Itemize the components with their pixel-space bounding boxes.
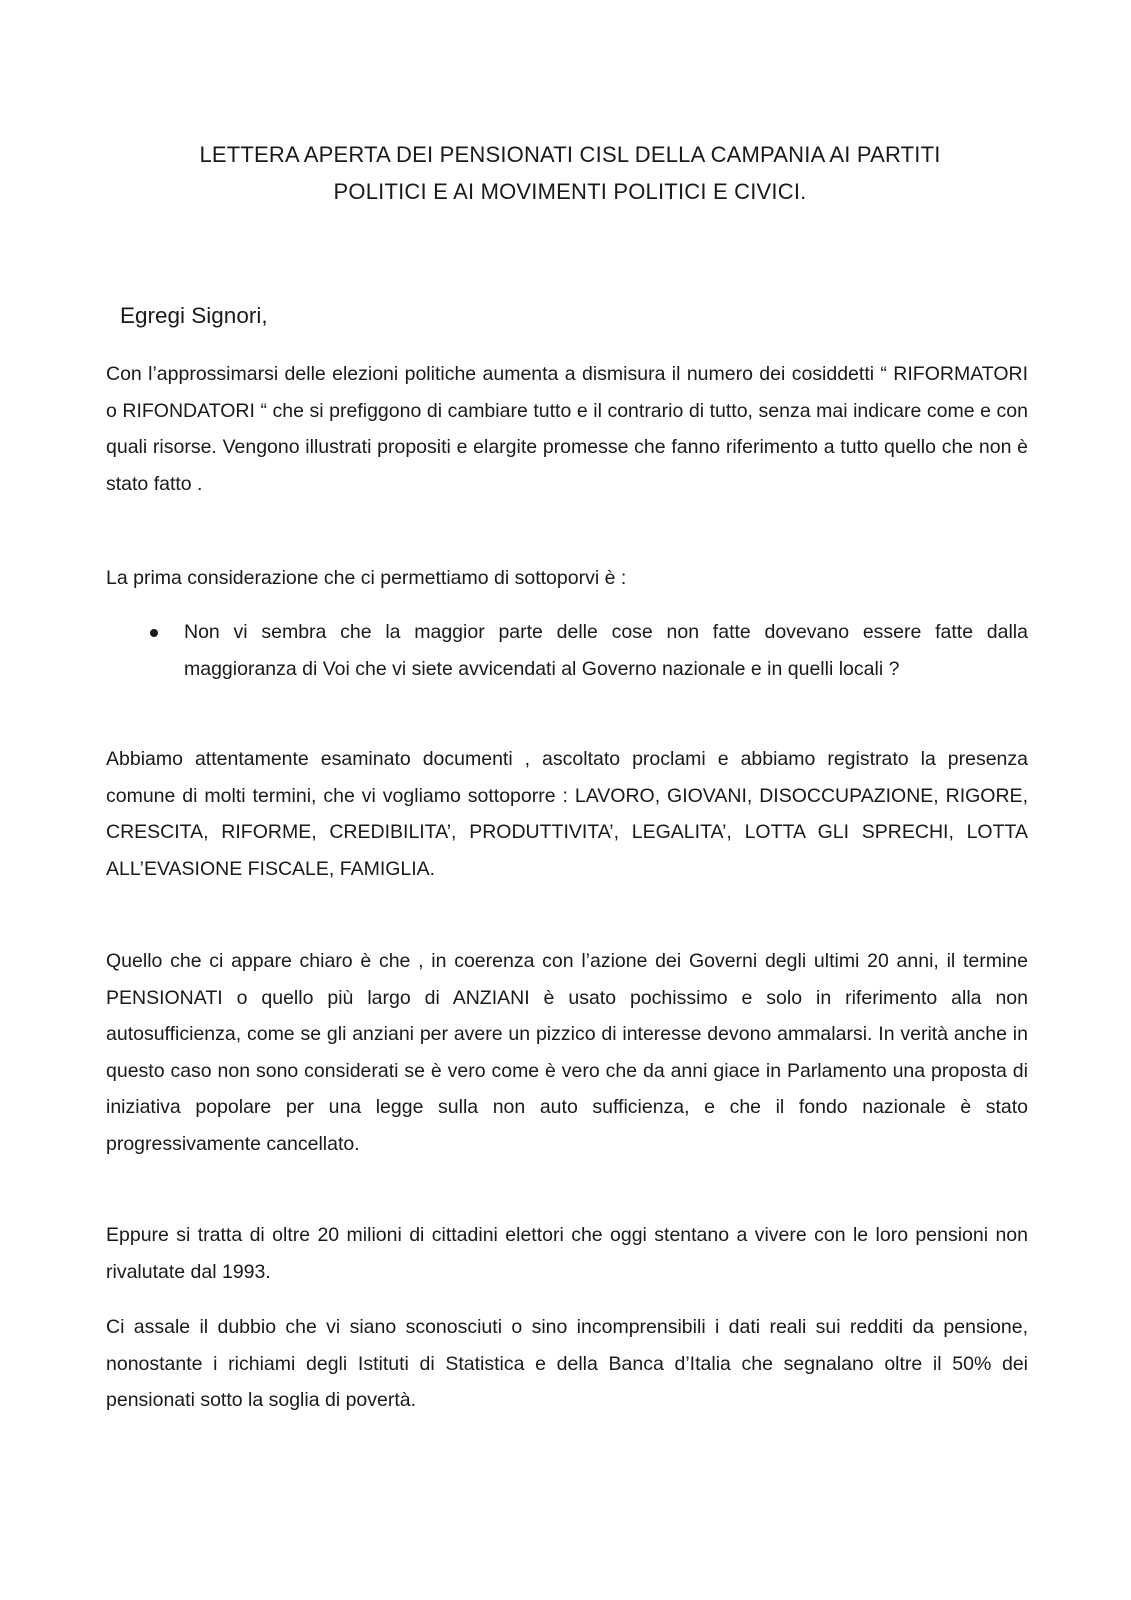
paragraph: Con l’approssimarsi delle elezioni politiche aumenta a dismisura il numero dei cosiddetti “ RIFORMATORI o RIFONDATORI “ che si prefiggono di cambiare tutto e il contrario di tutto, senza mai indicare come e con quali risorse. Vengono illustrati propositi e elargite promesse che fanno riferimento a tutto quello che non è stato fatto . [106, 363, 1028, 495]
title-line-1: LETTERA APERTA DEI PENSIONATI CISL DELLA CAMPANIA AI PARTITI [199, 142, 941, 167]
paragraph: La prima considerazione che ci permettiamo di sottoporvi è : [106, 567, 627, 589]
bullet-item: Non vi sembra che la maggior parte delle cose non fatte dovevano essere fatte dalla maggioranza di Voi che vi siete avvicendati al Governo nazionale e in quelli locali ? [184, 621, 1028, 680]
paragraph: Quello che ci appare chiaro è che , in coerenza con l’azione dei Governi degli ultimi 20 anni, il termine PENSIONATI o quello più largo di ANZIANI è usato pochissimo e solo in riferimento alla non autosufficienza, come se gli anziani per avere un pizzico di interesse devono ammalarsi. In verità anche in questo caso non sono considerati se è vero come è vero che da anni giace in Parlamento una proposta di iniziativa popolare per una legge sulla non auto sufficienza, e che il fondo nazionale è stato progressivamente cancellato. [106, 950, 1028, 1155]
title-line-2: POLITICI E AI MOVIMENTI POLITICI E CIVICI. [333, 179, 807, 204]
paragraph: Eppure si tratta di oltre 20 milioni di cittadini elettori che oggi stentano a vivere con le loro pensioni non rivalutate dal 1993. [106, 1224, 1028, 1283]
bullet-list [106, 614, 1028, 687]
bullet-dot-icon [150, 629, 158, 637]
paragraph: Ci assale il dubbio che vi siano sconosciuti o sino incomprensibili i dati reali sui redditi da pensione, nonostante i richiami degli Istituti di Statistica e della Banca d’Italia che segnalano oltre il 50% dei pensionati sotto la soglia di povertà. [106, 1316, 1028, 1411]
greeting: Egregi Signori, [120, 303, 268, 328]
paragraph: Abbiamo attentamente esaminato documenti , ascoltato proclami e abbiamo registrato la presenza comune di molti termini, che vi vogliamo sottoporre : LAVORO, GIOVANI, DISOCCUPAZIONE, RIGORE, CRESCITA, RIFORME, CREDIBILITA’, PRODUTTIVITA’, LEGALITA’, LOTTA GLI SPRECHI, LOTTA ALL’EVASIONE FISCALE, FAMIGLIA. [106, 748, 1028, 880]
letter-title [120, 136, 1020, 210]
